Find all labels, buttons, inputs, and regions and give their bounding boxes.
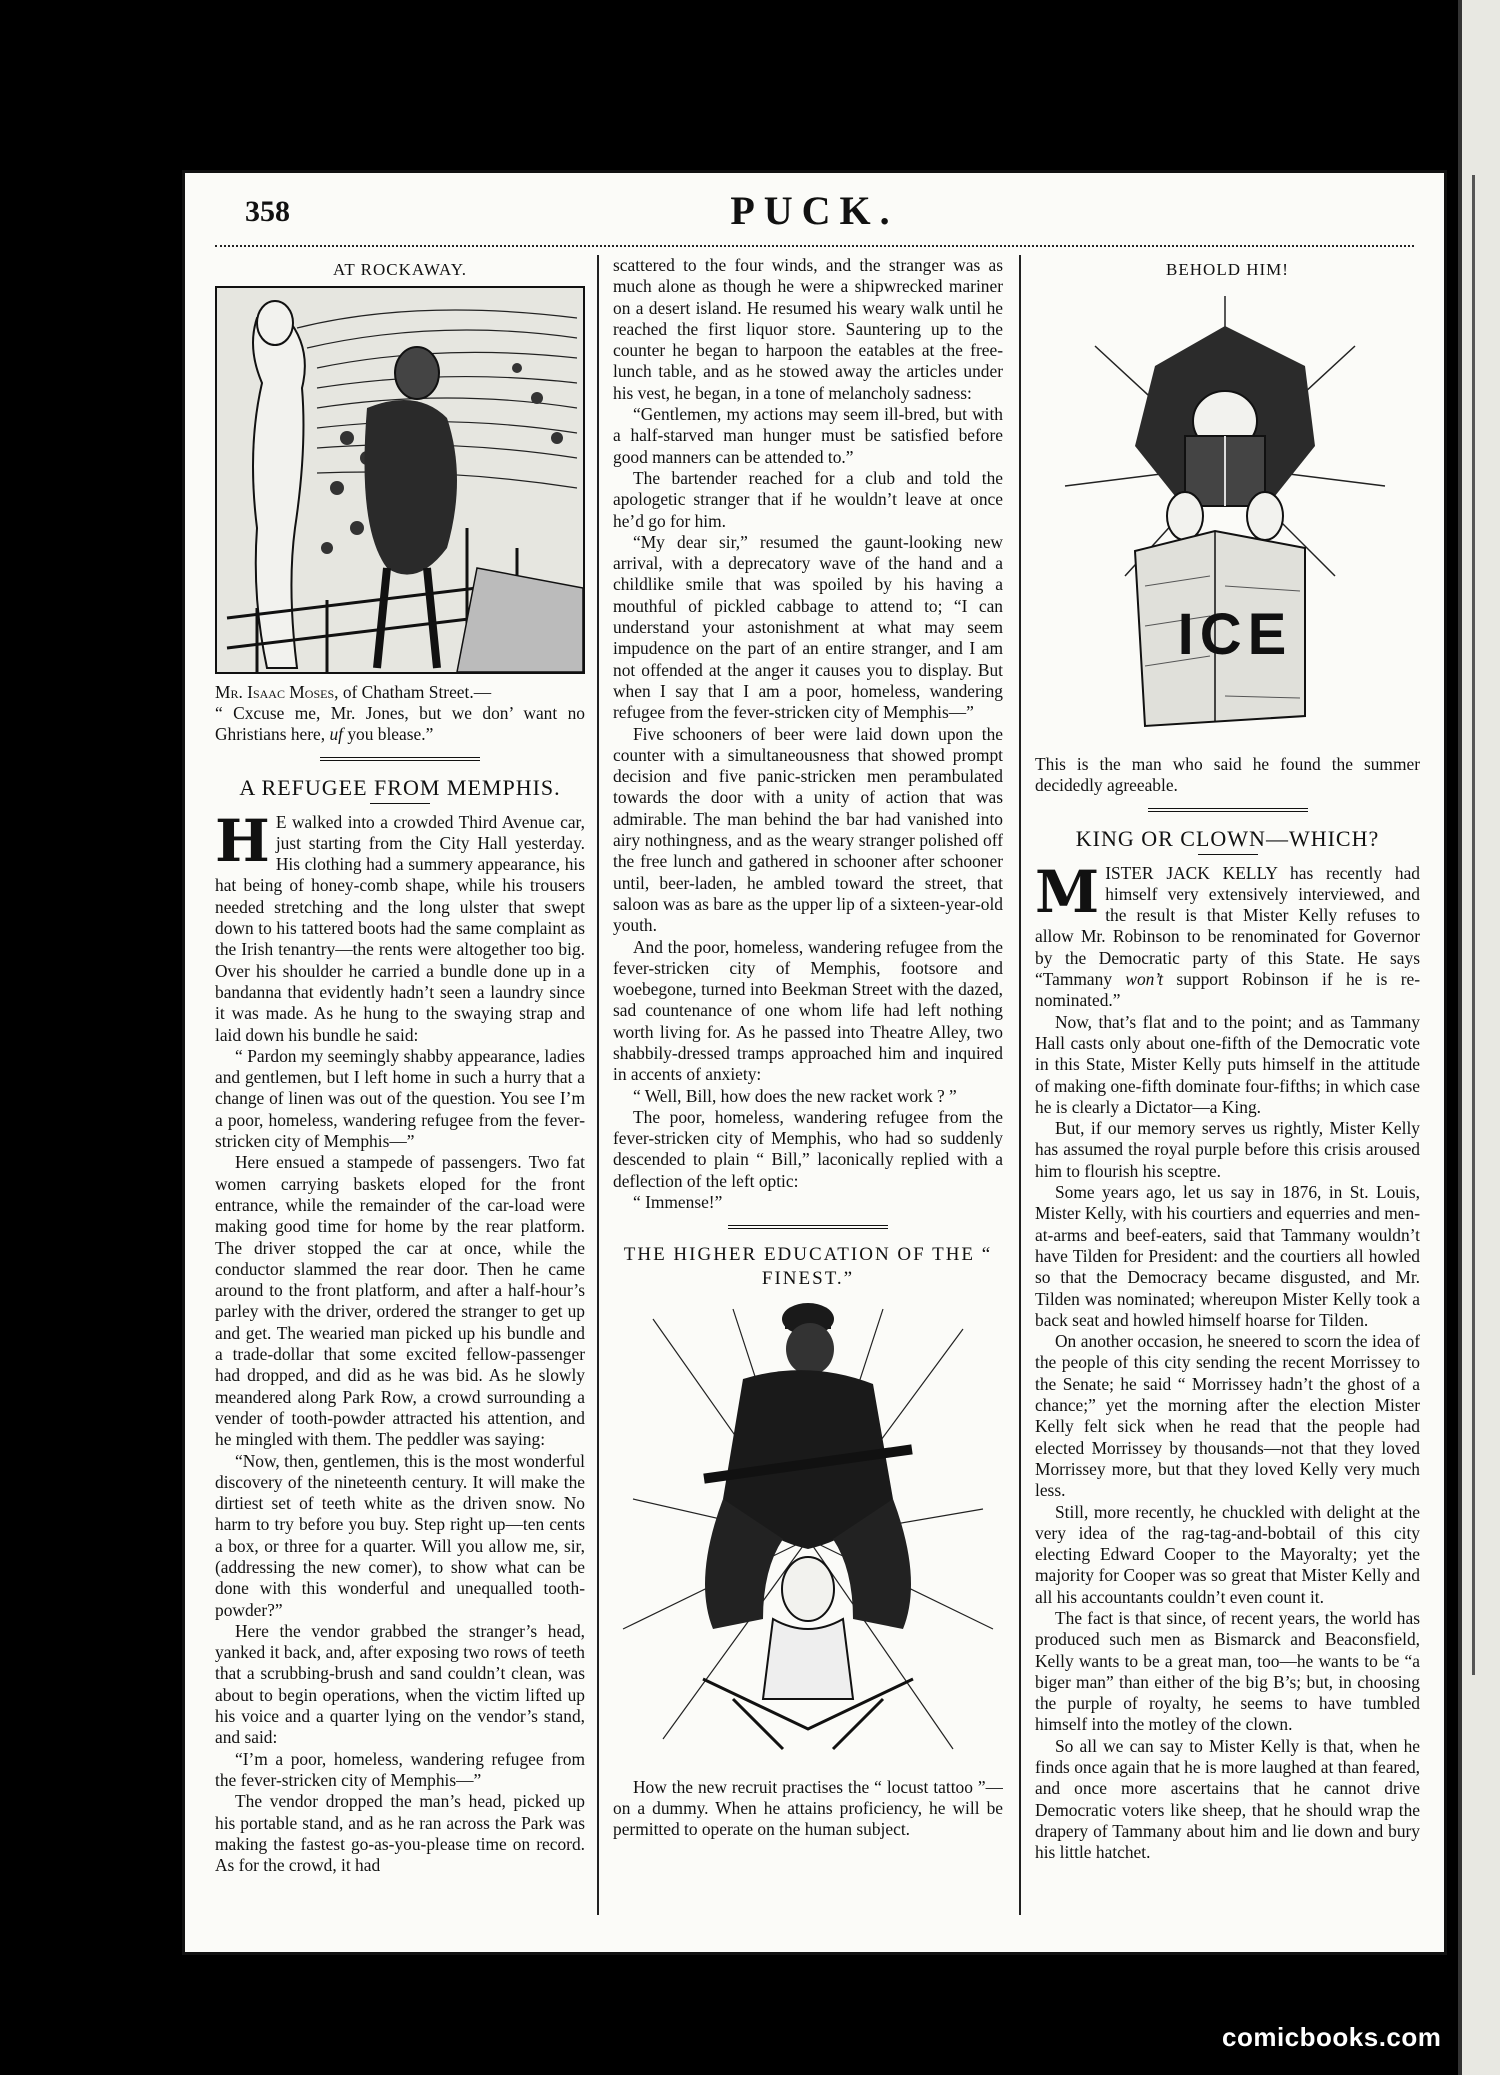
title-underline (1198, 854, 1258, 855)
column-separator (1019, 255, 1021, 1915)
column-3 (1035, 255, 1420, 1925)
article-paragraph: But, if our memory serves us rightly, Mister Kelly has assumed the royal purple before this crisis aroused him to flourish his sceptre. (1035, 1118, 1420, 1181)
page-header (185, 173, 1444, 233)
page-edge-line (1458, 0, 1462, 2075)
finest-illustration (613, 1299, 1003, 1769)
section-rule (728, 1225, 888, 1229)
paragraph-text: support Robinson if he is re-nominated.” (1035, 969, 1420, 1011)
caption-speaker: Mr. Isaac Moses (215, 682, 335, 703)
drop-cap: H (215, 806, 270, 875)
article-paragraph: Five schooners of beer were laid down upon the counter with a simultaneousness that showed prompt decision and five panic-stricken men perambulated towards the door with a unity of action that was admirable. The man behind the bar had vanished into airy nothingness, and as the weary stranger polished off the free lunch and gathered in schooner after schooner until, beer-laden, he ambled toward the street, that saloon was as bare as the upper lip of a sixteen-year-old youth. (613, 723, 1003, 936)
column-separator (597, 255, 599, 1915)
page-number: 358 (245, 195, 290, 228)
article-paragraph: Here the vendor grabbed the stranger’s head, yanked it back, and, after exposing two rows of teeth that a scrubbing-brush and sand couldn’t clean, was about to begin operations, when the victim lifted up his voice and a quarter lying on the vendor’s stand, and said: (215, 1620, 585, 1748)
article-paragraph: The vendor dropped the man’s head, picked up his portable stand, and as he ran across the Park was making the fastest go-as-you-please time on record. As for the crowd, it had (215, 1791, 585, 1876)
article-paragraph: “ Pardon my seemingly shabby appearance, ladies and gentlemen, but I left home in such a hurry that a change of linen was out of the question. You see I’m a poor, homeless, wandering refugee from the fever-stricken city of Memphis—” (215, 1045, 585, 1152)
magazine-page (182, 170, 1447, 1955)
section-rule (1148, 808, 1308, 812)
ice-label: ICE (1177, 602, 1293, 668)
behold-him-cartoon (1035, 286, 1420, 746)
article-paragraph: On another occasion, he sneered to scorn the idea of the people of this city sending the recent Morrissey to the Senate; he said “ Morrissey hadn’t the ghost of a chance;” yet the morning after the election Mister Kelly felt sick when he read that the people had elected Morrissey by thousands—not that they loved Morrissey more, but that they loved Kelly very much less. (1035, 1331, 1420, 1501)
article-paragraph: “I’m a poor, homeless, wandering refugee from the fever-stricken city of Memphis—” (215, 1748, 585, 1790)
article-paragraph: “My dear sir,” resumed the gaunt-looking new arrival, with a deprecatory wave of the hand and a childlike smile that was spoiled by his having a mouthful of pickled cabbage to attend to; “I can understand your astonishment at what may seem impudence on the part of an entire stranger, and I am not offended at the anger it causes you to display. But when I say that I am a poor, homeless, wandering refugee from the fever-stricken city of Memphis—” (613, 531, 1003, 723)
finest-cartoon (613, 1299, 1003, 1769)
caption-quote: “ Cxcuse me, Mr. Jones, but we don’ want no Ghristians here, (215, 703, 585, 745)
title-underline (370, 803, 430, 804)
site-watermark: comicbooks.com (1222, 2022, 1442, 2052)
article-paragraph: Still, more recently, he chuckled with delight at the very idea of the rag-tag-and-bobtail of this city electing Edward Cooper to the Mayoralty; yet the majority for Cooper was so great that Mister Kelly and all his accountants couldn’t even count it. (1035, 1501, 1420, 1607)
cartoon-caption: This is the man who said he found the summer decidedly agreeable. (1035, 754, 1420, 796)
rockaway-cartoon (215, 286, 585, 674)
paragraph-italic: won’t (1125, 969, 1164, 990)
masthead: PUCK. (730, 188, 899, 233)
drop-cap: M (1035, 857, 1100, 926)
article-paragraph: The bartender reached for a club and told the apologetic stranger that if he wouldn’t leave at once he’d go for him. (613, 467, 1003, 531)
article-paragraph: And the poor, homeless, wandering refugee from the fever-stricken city of Memphis, footsore and woebegone, turned into Beekman Street with the dazed, sad countenance of one whom life had left nothing worth living for. As he passed into Theatre Alley, two shabbily-dressed tramps approached him and inquired in accents of anxiety: (613, 936, 1003, 1085)
cartoon-title: BEHOLD HIM! (1166, 260, 1289, 279)
article-paragraph: So all we can say to Mister Kelly is that, when he finds once again that he is more laughed at than feared, and once more ascertains that he cannot drive Democratic voters like sheep, that he should wrap the drapery of Tammany about him and lie down and bury his little hatchet. (1035, 1735, 1420, 1863)
header-rule (215, 245, 1414, 247)
article-paragraph: “Gentlemen, my actions may seem ill-bred, but with a half-starved man hunger must be satisfied before good manners can be attended to.” (613, 404, 1003, 467)
article-paragraph (1035, 857, 1420, 1012)
paragraph-text: ISTER JACK KELLY has recently had himself very extensively interviewed, and the result is that Mister Kelly refuses to allow Mr. Robinson to be renominated for Governor by the Democratic party of this State. He says “Tammany (1035, 862, 1420, 990)
caption-quote-italic: uf (329, 724, 343, 745)
article-paragraph: “Now, then, gentlemen, this is the most wonderful discovery of the nineteenth century. It will make the dirtiest set of teeth white as the driven snow. No harm to try before you buy. Step right up—ten cents a box, or three for a quarter. Will you allow me, sir, (addressing the new comer), to show what can be done with this wonderful and unequalled tooth-powder?” (215, 1450, 585, 1620)
column-2 (613, 255, 1003, 1925)
adjacent-page-edge (1458, 0, 1500, 2075)
behold-him-illustration (1035, 286, 1420, 746)
article-title: KING OR CLOWN—WHICH? (1075, 826, 1380, 852)
article-paragraph: Now, that’s flat and to the point; and as Tammany Hall casts only about one-fifth of the Democratic vote in this State, Mister Kelly puts himself in the attitude of making one-fifth dominate four-fifths; in which case he is clearly a Dictator—a King. (1035, 1011, 1420, 1117)
article-paragraph: Here ensued a stampede of passengers. Two fat women carrying baskets eloped for the front entrance, while the remainder of the car-load were making good time for home by the rear platform. The driver stopped the car at once, while the conductor slammed the rear door. Then he came around to the front platform, and after a half-hour’s parley with the driver, ordered the stranger to get up and get. The wearied man picked up his bundle and a trade-dollar that some excited fellow-passenger had dropped, and did as he was bid. As he slowly meandered along Park Row, a crowd surrounding a vender of tooth-powder attracted his attention, and he mingled with them. The peddler was saying: (215, 1152, 585, 1450)
paragraph-text: E walked into a crowded Third Avenue car, just starting from the City Hall yesterday. His clothing had a summery appearance, his hat being of honey-comb shape, while his trousers needed stretching and the long ulster that swept down to his tattered boots had the same complaint as the Irish tenantry—the rents were altogether too big. Over his shoulder he carried a bundle done up in a bandanna that evidently hadn’t seen a laundry since it was made. As he hung to the swaying strap and laid down his bundle he said: (215, 811, 585, 1045)
article-paragraph: The fact is that since, of recent years, the world has produced such men as Bismarck and Beaconsfield, Kelly wants to be a great man, too—he wants to be “a biger man” than either of the big B’s; but, in choosing the purple of royalty, he seems to have tumbled himself into the motley of the clown. (1035, 1607, 1420, 1735)
cartoon-title: AT ROCKAWAY. (332, 260, 468, 279)
cartoon-caption: How the new recruit practises the “ locust tattoo ”—on a dummy. When he attains proficiency, he will be permitted to operate on the human subject. (613, 1777, 1003, 1840)
article-paragraph: Some years ago, let us say in 1876, in St. Louis, Mister Kelly, with his courtiers and equerries and men-at-arms and beef-eaters, said that Tammany wouldn’t have Tilden for President: and the courtiers all howled so that the Democracy became disgusted, and Mr. Tilden was nominated; whereupon Mister Kelly took a back seat and howled himself hoarse for Tilden. (1035, 1182, 1420, 1330)
column-1 (215, 255, 585, 1925)
article-paragraph: scattered to the four winds, and the stranger was as much alone as though he were a shipwrecked mariner on a desert island. He resumed his weary walk until he reached the first liquor store. Sauntering up to the counter he began to harpoon the eatables at the free-lunch table, and as he stowed away the articles under his vest, he began, in a tone of melancholy sadness: (613, 255, 1003, 403)
article-title: A REFUGEE FROM MEMPHIS. (239, 775, 561, 801)
article-paragraph: “ Immense!” (633, 1192, 723, 1213)
caption-speaker-detail: , of Chatham Street.— (334, 682, 492, 703)
article-paragraph: “ Well, Bill, how does the new racket work ? ” (633, 1085, 957, 1106)
article-paragraph (215, 806, 585, 1046)
adjacent-page-rule (1472, 175, 1475, 1675)
caption-quote-end: you blease.” (343, 724, 434, 745)
rockaway-illustration (217, 288, 583, 672)
article-paragraph: The poor, homeless, wandering refugee from the fever-stricken city of Memphis, who had so suddenly descended to plain “ Bill,” laconically replied with a deflection of the left optic: (613, 1106, 1003, 1191)
cartoon-title: THE HIGHER EDUCATION OF THE “ FINEST.” (623, 1244, 993, 1290)
section-rule (320, 757, 480, 761)
cartoon-caption (215, 682, 585, 745)
